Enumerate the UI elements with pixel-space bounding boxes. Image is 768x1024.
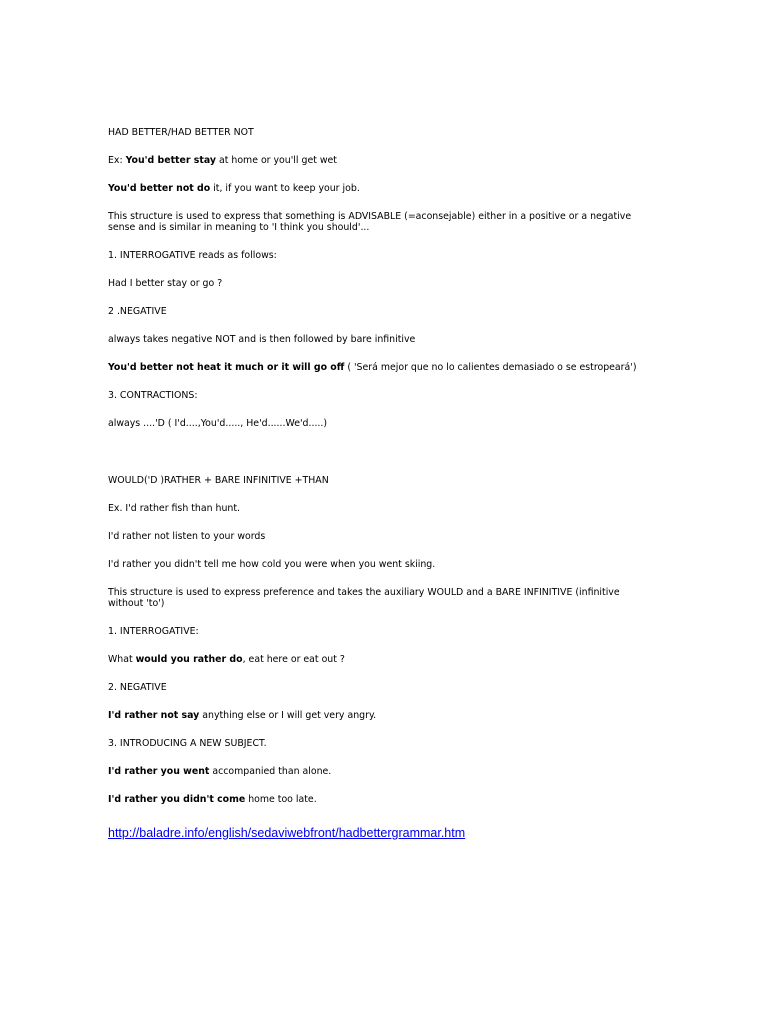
example-bold: You'd better stay (125, 155, 216, 166)
section2-example-1: Ex. I'd rather fish than hunt. (108, 503, 241, 514)
section2-interrogative-label: 1. INTERROGATIVE: (108, 626, 199, 637)
example-bold: I'd rather you didn't come (108, 794, 246, 805)
section-spacer (108, 446, 648, 475)
section1-negative-example (108, 362, 648, 373)
section2-negative-label: 2. NEGATIVE (108, 682, 167, 693)
section1-contractions-desc: always ....'D ( I'd....,You'd....., He'd......We'd.....) (108, 418, 328, 429)
document-body (108, 127, 648, 841)
section1-heading: HAD BETTER/HAD BETTER NOT (108, 127, 254, 138)
section2-new-subject-label: 3. INTRODUCING A NEW SUBJECT. (108, 738, 267, 749)
section1-interrogative-label: 1. INTERROGATIVE reads as follows: (108, 250, 277, 261)
section2-interrogative-example (108, 654, 648, 665)
section2-example-3: I'd rather you didn't tell me how cold you were when you went skiing. (108, 559, 436, 570)
example-rest: accompanied than alone. (209, 766, 332, 777)
section1-negative-desc: always takes negative NOT and is then followed by bare infinitive (108, 334, 416, 345)
section1-negative-label: 2 .NEGATIVE (108, 306, 167, 317)
section1-interrogative-example: Had I better stay or go ? (108, 278, 223, 289)
source-link[interactable]: http://baladre.info/english/sedaviwebfront/hadbettergrammar.htm (108, 826, 466, 840)
example-rest: ( 'Será mejor que no lo calientes demasiado o se estropeará') (344, 362, 637, 373)
section2-new-subject-example-1 (108, 766, 648, 777)
example-rest: anything else or I will get very angry. (199, 710, 377, 721)
example-bold: I'd rather you went (108, 766, 210, 777)
section2-new-subject-example-2 (108, 794, 648, 805)
example-bold: You'd better not heat it much or it will go off (108, 362, 345, 373)
section2-negative-example (108, 710, 648, 721)
section2-explanation: This structure is used to express preference and takes the auxiliary WOULD and a BARE INFINITIVE (infinitive without 'to') (108, 587, 620, 609)
example-rest: at home or you'll get wet (216, 155, 337, 166)
example-rest: home too late. (245, 794, 317, 805)
example-bold: I'd rather not say (108, 710, 200, 721)
section1-contractions-label: 3. CONTRACTIONS: (108, 390, 198, 401)
example-rest: , eat here or eat out ? (242, 654, 345, 665)
example-prefix: What (108, 654, 136, 665)
example-bold: would you rather do (135, 654, 243, 665)
section2-example-2: I'd rather not listen to your words (108, 531, 266, 542)
section1-explanation: This structure is used to express that something is ADVISABLE (=aconsejable) either in a positive or a negative sense and is similar in meaning to 'I think you should'... (108, 211, 632, 233)
section1-example-1 (108, 155, 648, 166)
section2-heading: WOULD('D )RATHER + BARE INFINITIVE +THAN (108, 475, 329, 486)
example-rest: it, if you want to keep your job. (210, 183, 360, 194)
example-bold: You'd better not do (108, 183, 211, 194)
example-prefix: Ex: (108, 155, 126, 166)
section1-example-2 (108, 183, 648, 194)
